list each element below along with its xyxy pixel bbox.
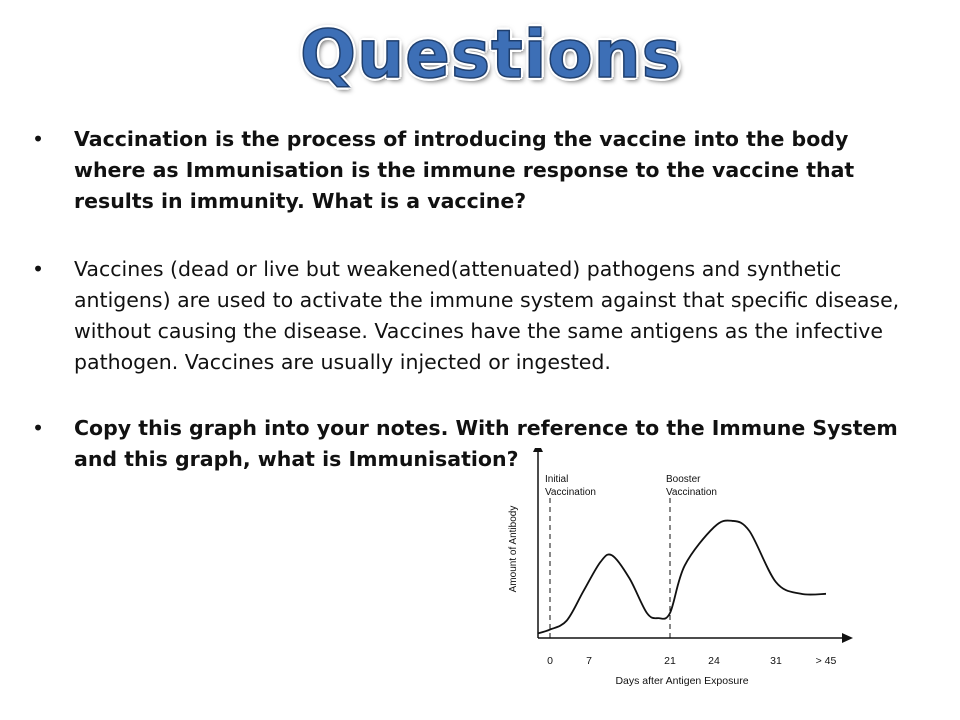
booster-vaccination-label-1: Booster <box>666 474 701 485</box>
antibody-curve <box>538 520 826 633</box>
x-axis-label: Days after Antigen Exposure <box>615 675 749 687</box>
bullet-text-vaccines: Vaccines (dead or live but weakened(attenuated) pathogens and synthetic antigens) are used to activate the immune system against that specific disease, without causing the disease. Vaccines have the same antigens as the infective pathogen. Vaccines are usually injected or ingested. <box>74 257 900 374</box>
antibody-chart-svg <box>490 448 870 698</box>
bullet-text-vaccination: Vaccination is the process of introducing the vaccine into the body where as Immunisation is the immune response to the vaccine that results in immunity. What is a vaccine? <box>74 127 855 213</box>
bullet-text-question: Copy this graph into your notes. With reference to the Immune System and this graph, what is Immunisation? <box>74 416 898 471</box>
bullet-marker: • <box>32 416 45 440</box>
antibody-graph <box>490 448 870 698</box>
x-tick-label: 31 <box>770 655 782 667</box>
x-tick-label: 21 <box>664 655 676 667</box>
initial-vaccination-label-1: Initial <box>545 474 569 485</box>
bullet-marker: • <box>32 127 45 151</box>
x-tick-label: 7 <box>586 655 592 667</box>
x-axis-arrow <box>842 633 853 643</box>
y-axis-label: Amount of Antibody <box>508 505 519 593</box>
slide-title: Questions <box>300 16 682 93</box>
initial-vaccination-label-2: Vaccination <box>545 487 596 498</box>
x-tick-label: > 45 <box>815 655 837 667</box>
x-tick-label: 24 <box>708 655 720 667</box>
bullet-marker: • <box>32 257 45 281</box>
booster-vaccination-label-2: Vaccination <box>666 487 717 498</box>
x-tick-label: 0 <box>547 655 553 667</box>
y-axis-arrow <box>533 448 543 452</box>
